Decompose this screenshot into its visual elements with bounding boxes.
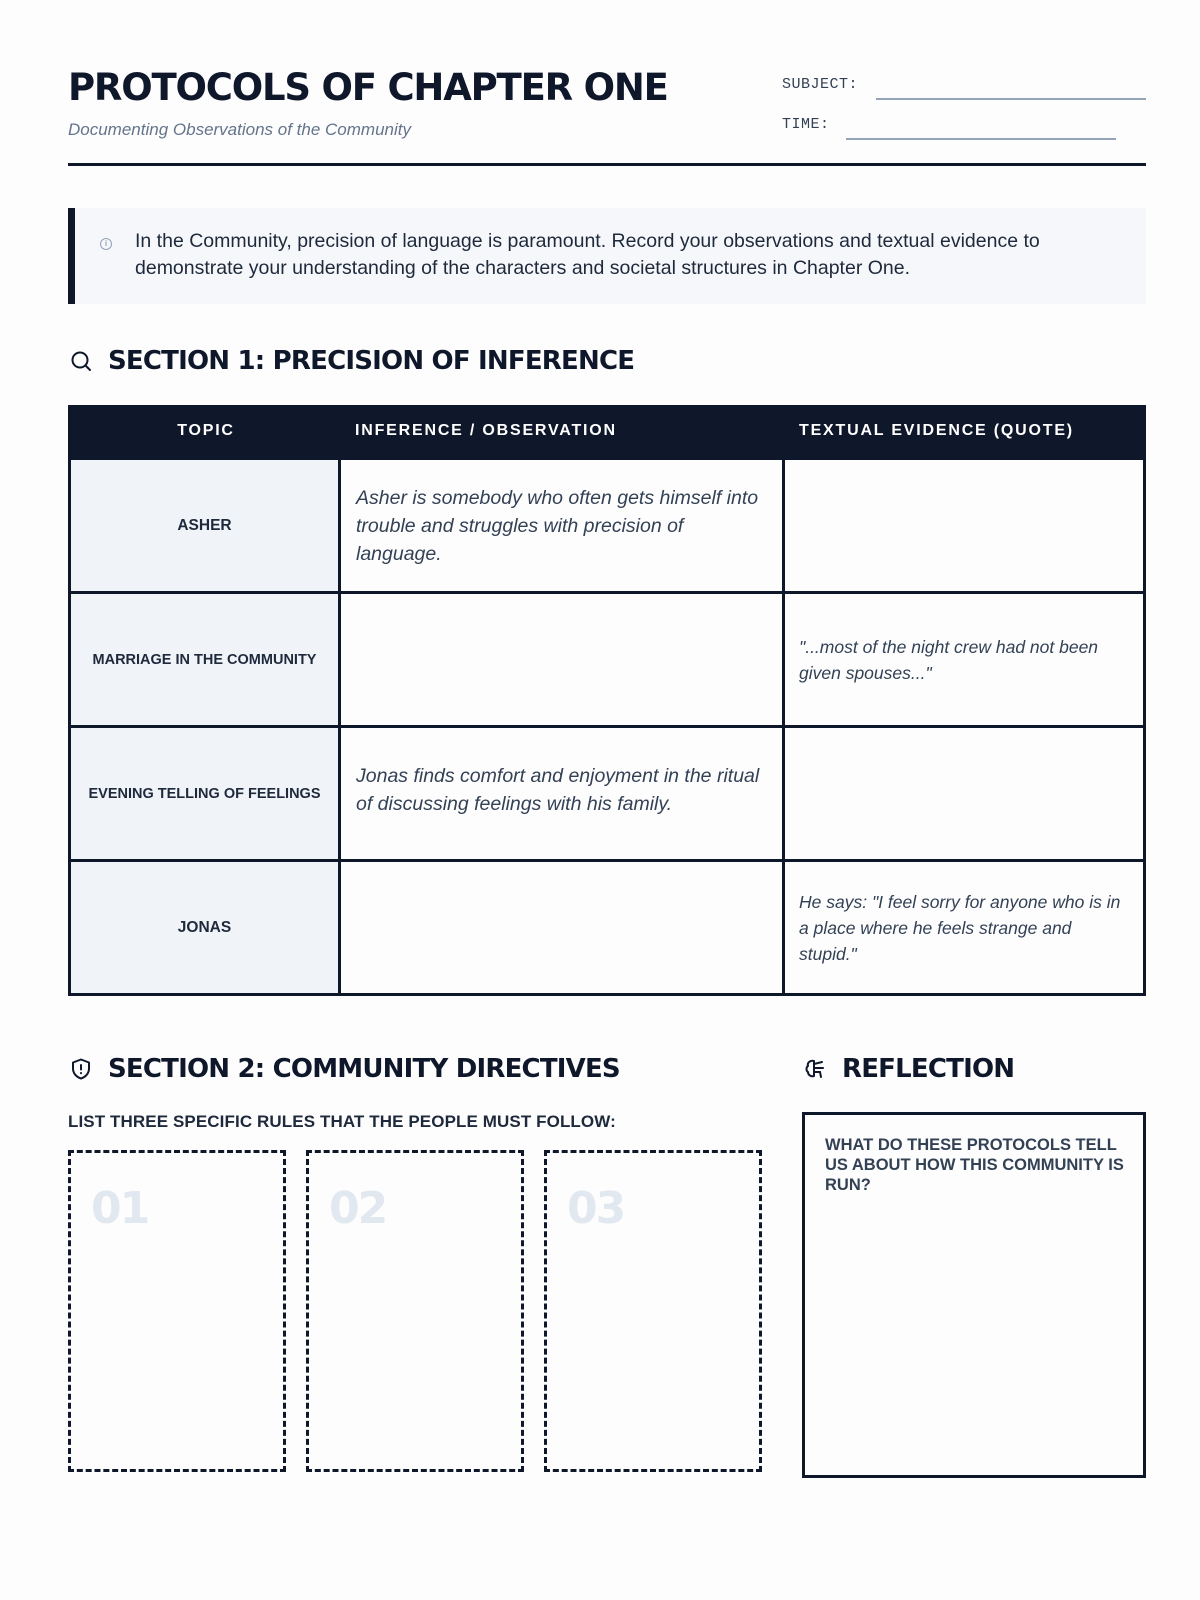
rule-box-2[interactable]	[306, 1150, 524, 1472]
meta-fields	[782, 72, 1146, 152]
inference-table	[68, 405, 1146, 996]
worksheet-header	[68, 60, 1146, 166]
rule-number: 02	[329, 1183, 387, 1234]
table-row	[71, 591, 1143, 725]
column-header-evidence: TEXTUAL EVIDENCE (QUOTE)	[799, 422, 1074, 439]
page-subtitle: Documenting Observations of the Community	[68, 120, 411, 139]
inference-cell[interactable]: Asher is somebody who often gets himself into trouble and struggles with precision of language.	[341, 460, 785, 591]
rules-instruction: LIST THREE SPECIFIC RULES THAT THE PEOPLE MUST FOLLOW:	[68, 1112, 616, 1131]
time-field[interactable]	[782, 112, 1146, 152]
table-row	[71, 457, 1143, 591]
column-header-inference: INFERENCE / OBSERVATION	[355, 422, 617, 439]
table-row	[71, 725, 1143, 859]
instruction-note	[68, 208, 1146, 304]
inference-cell[interactable]	[341, 862, 785, 993]
evidence-cell[interactable]: "...most of the night crew had not been given spouses..."	[799, 636, 1099, 683]
subject-label: SUBJECT:	[782, 76, 859, 93]
shield-alert-icon	[68, 1056, 94, 1082]
evidence-cell[interactable]: He says: "I feel sorry for anyone who is in a place where he feels strange and stupid."	[799, 891, 1121, 964]
rule-box-1[interactable]	[68, 1150, 286, 1472]
table-row	[71, 859, 1143, 993]
reflection-question: WHAT DO THESE PROTOCOLS TELL US ABOUT HOW THIS COMMUNITY IS RUN?	[825, 1136, 1124, 1194]
evidence-cell[interactable]	[785, 728, 1143, 859]
time-label: TIME:	[782, 116, 830, 133]
reflection-title: REFLECTION	[842, 1054, 1015, 1084]
note-text: In the Community, precision of language is paramount. Record your observations and textual evidence to demonstrate your understanding of the characters and societal structures in Chapter One.	[135, 230, 1040, 279]
inference-cell[interactable]: Jonas finds comfort and enjoyment in the ritual of discussing feelings with his family.	[341, 728, 785, 859]
evidence-cell[interactable]	[785, 460, 1143, 591]
rule-box-3[interactable]	[544, 1150, 762, 1472]
rule-number: 01	[91, 1183, 149, 1234]
brain-icon	[802, 1056, 828, 1082]
topic-cell: MARRIAGE IN THE COMMUNITY	[71, 594, 341, 725]
topic-cell: JONAS	[71, 862, 341, 993]
reflection-answer-box[interactable]	[802, 1112, 1146, 1478]
section1-heading	[68, 346, 634, 376]
page-title: PROTOCOLS OF CHAPTER ONE	[68, 66, 668, 109]
column-header-topic: TOPIC	[177, 422, 235, 439]
topic-cell: ASHER	[71, 460, 341, 591]
search-icon	[68, 348, 94, 374]
info-icon: i	[100, 238, 112, 250]
subject-input-line[interactable]	[876, 98, 1146, 100]
reflection-heading	[802, 1054, 1014, 1084]
rule-number: 03	[567, 1183, 625, 1234]
topic-cell: EVENING TELLING OF FEELINGS	[71, 728, 341, 859]
subject-field[interactable]	[782, 72, 1146, 112]
section2-title: SECTION 2: COMMUNITY DIRECTIVES	[108, 1054, 620, 1084]
section2-heading	[68, 1054, 620, 1084]
section1-title: SECTION 1: PRECISION OF INFERENCE	[108, 346, 635, 376]
time-input-line[interactable]	[846, 138, 1116, 140]
inference-cell[interactable]	[341, 594, 785, 725]
table-header	[71, 405, 1143, 457]
